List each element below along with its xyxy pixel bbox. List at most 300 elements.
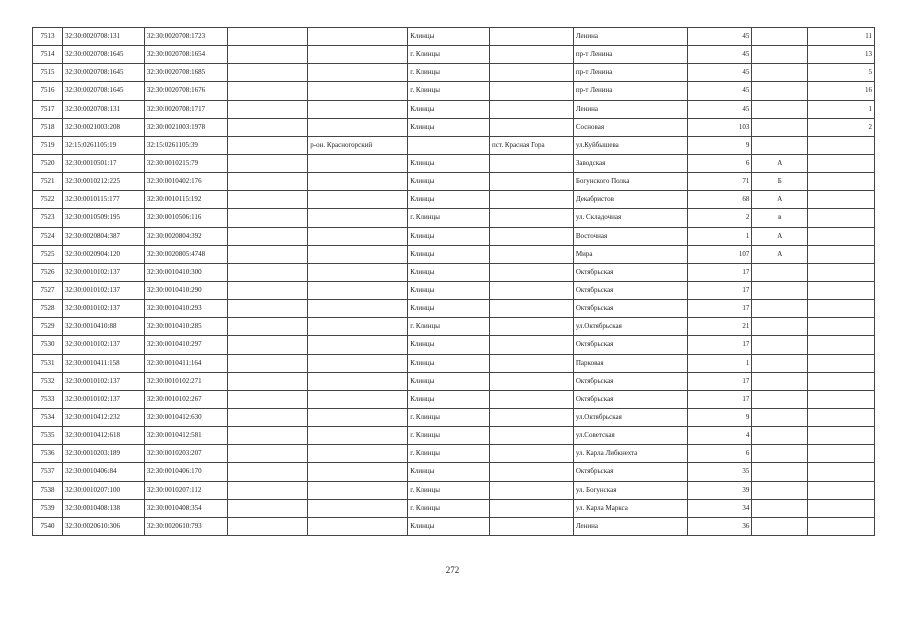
table-cell [489,28,573,46]
table-cell: Клинцы [408,463,490,481]
table-cell: Клинцы [408,28,490,46]
table-cell: 32:30:0020610:793 [144,517,227,535]
table-cell [227,300,308,318]
table-cell: 32:30:0020904:120 [63,245,145,263]
table-cell [489,209,573,227]
table-cell: 17 [687,390,752,408]
table-cell: 7528 [33,300,63,318]
table-cell: 39 [687,481,752,499]
table-row [33,136,875,154]
table-cell [308,82,408,100]
table-cell: 32:30:0010412:618 [63,427,145,445]
table-cell: 32:30:0020610:306 [63,517,145,535]
table-cell: 7513 [33,28,63,46]
table-row [33,118,875,136]
table-cell [489,100,573,118]
table-cell [308,372,408,390]
table-row [33,82,875,100]
table-cell [227,82,308,100]
table-cell: 68 [687,191,752,209]
table-cell: пр-т Ленина [573,46,687,64]
table-cell [489,445,573,463]
table-cell [752,300,808,318]
table-cell [308,336,408,354]
table-cell: 9 [687,136,752,154]
table-cell: 17 [687,372,752,390]
table-cell: 7521 [33,173,63,191]
table-cell: 7531 [33,354,63,372]
table-cell [227,46,308,64]
table-cell: 32:30:0010207:112 [144,481,227,499]
table-cell: 7523 [33,209,63,227]
table-cell: 45 [687,46,752,64]
table-cell: г. Клинцы [408,427,490,445]
table-cell [489,336,573,354]
table-cell: 34 [687,499,752,517]
table-cell [308,390,408,408]
table-row [33,300,875,318]
table-cell [489,427,573,445]
table-cell: 21 [687,318,752,336]
table-cell [808,191,875,209]
table-cell: 7517 [33,100,63,118]
table-cell: Клинцы [408,191,490,209]
table-cell [227,191,308,209]
table-cell: Клинцы [408,227,490,245]
table-cell [308,173,408,191]
table-cell [227,427,308,445]
table-cell: 7516 [33,82,63,100]
table-cell: 11 [808,28,875,46]
table-cell: г. Клинцы [408,481,490,499]
table-cell: 32:30:0010102:137 [63,300,145,318]
table-cell: 7530 [33,336,63,354]
table-cell: 32:30:0010102:271 [144,372,227,390]
table-cell: Октябрьская [573,372,687,390]
table-cell: 32:30:0020708:1717 [144,100,227,118]
registry-table [32,27,875,536]
table-cell: 32:15:0261105:19 [63,136,145,154]
table-cell [308,408,408,426]
table-cell: 7533 [33,390,63,408]
table-cell [308,227,408,245]
table-cell: 7532 [33,372,63,390]
table-cell [308,46,408,64]
table-cell: 32:30:0010115:192 [144,191,227,209]
table-cell [227,481,308,499]
table-cell: 32:30:0010102:137 [63,336,145,354]
table-cell [227,318,308,336]
table-cell [752,263,808,281]
table-cell [808,173,875,191]
table-cell: 32:30:0010410:88 [63,318,145,336]
table-cell: 45 [687,28,752,46]
table-cell [227,173,308,191]
table-cell [308,445,408,463]
table-cell [752,82,808,100]
table-cell: 7539 [33,499,63,517]
table-cell: 32:30:0020805:4748 [144,245,227,263]
table-cell [227,245,308,263]
table-cell: пст. Красная Гора [489,136,573,154]
table-cell: 7514 [33,46,63,64]
table-cell: Клинцы [408,263,490,281]
table-cell: А [752,154,808,172]
table-cell: 6 [687,154,752,172]
table-cell: г. Клинцы [408,82,490,100]
table-row [33,281,875,299]
table-cell: Октябрьская [573,281,687,299]
table-cell [752,372,808,390]
table-cell [489,46,573,64]
table-cell [308,300,408,318]
table-cell: 32:30:0010207:100 [63,481,145,499]
table-cell: Клинцы [408,100,490,118]
table-cell: Декабристов [573,191,687,209]
table-cell: 32:30:0010412:581 [144,427,227,445]
table-cell: 2 [808,118,875,136]
table-cell: 7527 [33,281,63,299]
table-cell [227,209,308,227]
table-cell [752,481,808,499]
table-row [33,517,875,535]
table-cell [308,28,408,46]
table-cell: Ленина [573,100,687,118]
table-cell [308,481,408,499]
table-cell: 7525 [33,245,63,263]
table-cell: 32:30:0010102:137 [63,263,145,281]
table-cell: 1 [687,227,752,245]
table-cell: 1 [687,354,752,372]
table-cell [308,191,408,209]
table-cell [227,499,308,517]
table-cell: 45 [687,82,752,100]
table-cell: 7536 [33,445,63,463]
table-cell: 36 [687,517,752,535]
table-cell: А [752,227,808,245]
table-cell [227,281,308,299]
table-cell [752,64,808,82]
table-cell: 7515 [33,64,63,82]
table-cell: 32:30:0010406:170 [144,463,227,481]
table-cell [489,372,573,390]
table-cell [227,118,308,136]
table-cell: 32:30:0010215:79 [144,154,227,172]
table-cell [489,517,573,535]
table-cell [227,372,308,390]
table-cell: 32:30:0010411:158 [63,354,145,372]
table-cell: г. Клинцы [408,318,490,336]
table-cell [489,354,573,372]
table-cell: Клинцы [408,517,490,535]
table-cell: Клинцы [408,281,490,299]
table-cell: 32:30:0010115:177 [63,191,145,209]
table-cell: 32:30:0010410:290 [144,281,227,299]
table-cell [308,100,408,118]
table-cell: Клинцы [408,336,490,354]
table-cell: 7519 [33,136,63,154]
table-cell [489,173,573,191]
table-cell: 16 [808,82,875,100]
table-cell [808,354,875,372]
table-cell [752,408,808,426]
table-cell [308,354,408,372]
table-cell [808,499,875,517]
table-row [33,427,875,445]
table-cell: 4 [687,427,752,445]
table-cell [227,64,308,82]
table-cell: Клинцы [408,245,490,263]
table-cell [808,209,875,227]
table-cell: пр-т Ленина [573,82,687,100]
table-cell: 32:30:0010402:176 [144,173,227,191]
table-cell: Клинцы [408,390,490,408]
table-cell: 1 [808,100,875,118]
table-row [33,173,875,191]
table-cell [489,263,573,281]
table-cell [308,64,408,82]
table-cell [489,245,573,263]
table-cell [808,390,875,408]
table-body [33,28,875,536]
table-cell: 6 [687,445,752,463]
table-cell [227,463,308,481]
table-cell [808,463,875,481]
table-cell: 7535 [33,427,63,445]
table-cell [752,463,808,481]
table-cell: 7518 [33,118,63,136]
table-cell: 32:30:0010412:630 [144,408,227,426]
table-cell: Восточная [573,227,687,245]
table-cell [227,227,308,245]
table-cell: 32:30:0010410:300 [144,263,227,281]
table-cell: 103 [687,118,752,136]
table-cell: Октябрьская [573,263,687,281]
table-row [33,263,875,281]
table-cell: г. Клинцы [408,64,490,82]
table-cell [808,408,875,426]
table-cell: ул.Октябрьская [573,318,687,336]
table-cell: 32:30:0020708:1685 [144,64,227,82]
table-cell: А [752,191,808,209]
table-cell: Б [752,173,808,191]
table-cell: ул. Складочная [573,209,687,227]
table-cell: Парковая [573,354,687,372]
table-cell: 32:30:0010102:137 [63,281,145,299]
table-cell: Клинцы [408,354,490,372]
table-cell [489,390,573,408]
table-cell: г. Клинцы [408,209,490,227]
table-cell [227,263,308,281]
table-cell: 32:30:0010411:164 [144,354,227,372]
table-cell [227,517,308,535]
table-cell [489,64,573,82]
table-cell: 7534 [33,408,63,426]
table-cell [752,517,808,535]
table-cell [808,517,875,535]
table-cell: Богунского Полка [573,173,687,191]
table-cell: 32:30:0020708:1723 [144,28,227,46]
table-cell: 7529 [33,318,63,336]
table-row [33,372,875,390]
table-cell [752,390,808,408]
table-cell [808,427,875,445]
table-cell: 32:30:0010509:195 [63,209,145,227]
table-cell [752,28,808,46]
table-cell [752,445,808,463]
table-cell: г. Клинцы [408,408,490,426]
table-cell: 32:30:0010410:297 [144,336,227,354]
table-cell [308,318,408,336]
table-cell [227,408,308,426]
table-cell [308,281,408,299]
table-cell: г. Клинцы [408,499,490,517]
table-row [33,154,875,172]
table-cell: 32:30:0010102:267 [144,390,227,408]
table-cell: Октябрьская [573,390,687,408]
table-cell: 32:30:0010410:285 [144,318,227,336]
table-cell: 32:15:0261105:39 [144,136,227,154]
table-cell: ул. Карла Либкнехта [573,445,687,463]
table-cell: 32:30:0010406:84 [63,463,145,481]
table-cell: 32:30:0010506:116 [144,209,227,227]
table-cell: 13 [808,46,875,64]
table-cell: 17 [687,263,752,281]
table-cell: Сосновая [573,118,687,136]
table-cell: Октябрьская [573,300,687,318]
table-row [33,463,875,481]
table-cell: 32:30:0010408:354 [144,499,227,517]
table-cell: 2 [687,209,752,227]
table-row [33,191,875,209]
table-cell: 7540 [33,517,63,535]
table-row [33,209,875,227]
table-cell [308,263,408,281]
table-cell: 32:30:0010412:232 [63,408,145,426]
table-cell: 32:30:0021003:1978 [144,118,227,136]
table-cell [227,100,308,118]
table-cell [227,28,308,46]
table-cell [227,445,308,463]
table-cell: 32:30:0010410:293 [144,300,227,318]
table-cell: 32:30:0010102:137 [63,372,145,390]
table-cell [752,136,808,154]
table-cell [808,263,875,281]
table-cell: Клинцы [408,173,490,191]
table-cell [752,336,808,354]
table-cell: в [752,209,808,227]
table-row [33,408,875,426]
table-cell: ул.Советская [573,427,687,445]
table-cell [752,427,808,445]
table-cell: 32:30:0020804:387 [63,227,145,245]
table-cell [489,408,573,426]
table-cell [808,481,875,499]
table-row [33,354,875,372]
table-row [33,499,875,517]
table-cell [227,336,308,354]
table-cell: 32:30:0020708:1645 [63,46,145,64]
table-cell: 32:30:0010501:17 [63,154,145,172]
table-cell: 35 [687,463,752,481]
table-cell: 7538 [33,481,63,499]
table-cell: 17 [687,336,752,354]
table-cell: г. Клинцы [408,445,490,463]
table-cell: р-он. Красногорский [308,136,408,154]
table-row [33,390,875,408]
table-cell [489,154,573,172]
table-cell: 7526 [33,263,63,281]
table-cell: Клинцы [408,300,490,318]
table-cell: ул. Богунская [573,481,687,499]
table-row [33,245,875,263]
table-cell [808,245,875,263]
table-cell: 32:30:0020708:131 [63,28,145,46]
table-cell [308,154,408,172]
table-cell: 32:30:0020708:131 [63,100,145,118]
table-cell [227,154,308,172]
table-cell: 7537 [33,463,63,481]
table-cell: Клинцы [408,118,490,136]
table-cell [308,118,408,136]
table-cell: ул. Карла Маркса [573,499,687,517]
table-cell [489,300,573,318]
table-cell [808,154,875,172]
table-cell [408,136,490,154]
table-row [33,481,875,499]
table-cell [808,300,875,318]
table-cell: 32:30:0020708:1654 [144,46,227,64]
table-cell: 17 [687,281,752,299]
table-cell: 5 [808,64,875,82]
table-cell [308,499,408,517]
table-cell [227,390,308,408]
table-cell [489,481,573,499]
table-cell: 32:30:0020708:1645 [63,64,145,82]
table-cell: 32:30:0021003:208 [63,118,145,136]
table-cell [808,136,875,154]
table-cell: 71 [687,173,752,191]
table-cell: Октябрьская [573,463,687,481]
table-cell: 9 [687,408,752,426]
table-row [33,28,875,46]
table-cell [227,136,308,154]
table-cell: 7524 [33,227,63,245]
table-row [33,336,875,354]
table-cell [489,499,573,517]
table-cell: 32:30:0020804:392 [144,227,227,245]
table-cell [489,463,573,481]
table-row [33,445,875,463]
table-cell [489,118,573,136]
table-cell [752,118,808,136]
table-cell: Ленина [573,28,687,46]
table-cell [308,209,408,227]
table-cell: ул.Октябрьская [573,408,687,426]
table-cell: 32:30:0010203:189 [63,445,145,463]
table-cell [752,46,808,64]
table-cell: 45 [687,64,752,82]
table-cell [227,354,308,372]
table-cell: 32:30:0020708:1645 [63,82,145,100]
table-row [33,64,875,82]
table-cell: 107 [687,245,752,263]
table-cell: Заводская [573,154,687,172]
table-cell: А [752,245,808,263]
table-cell [489,191,573,209]
table-cell: 32:30:0010408:138 [63,499,145,517]
table-cell: Октябрьская [573,336,687,354]
